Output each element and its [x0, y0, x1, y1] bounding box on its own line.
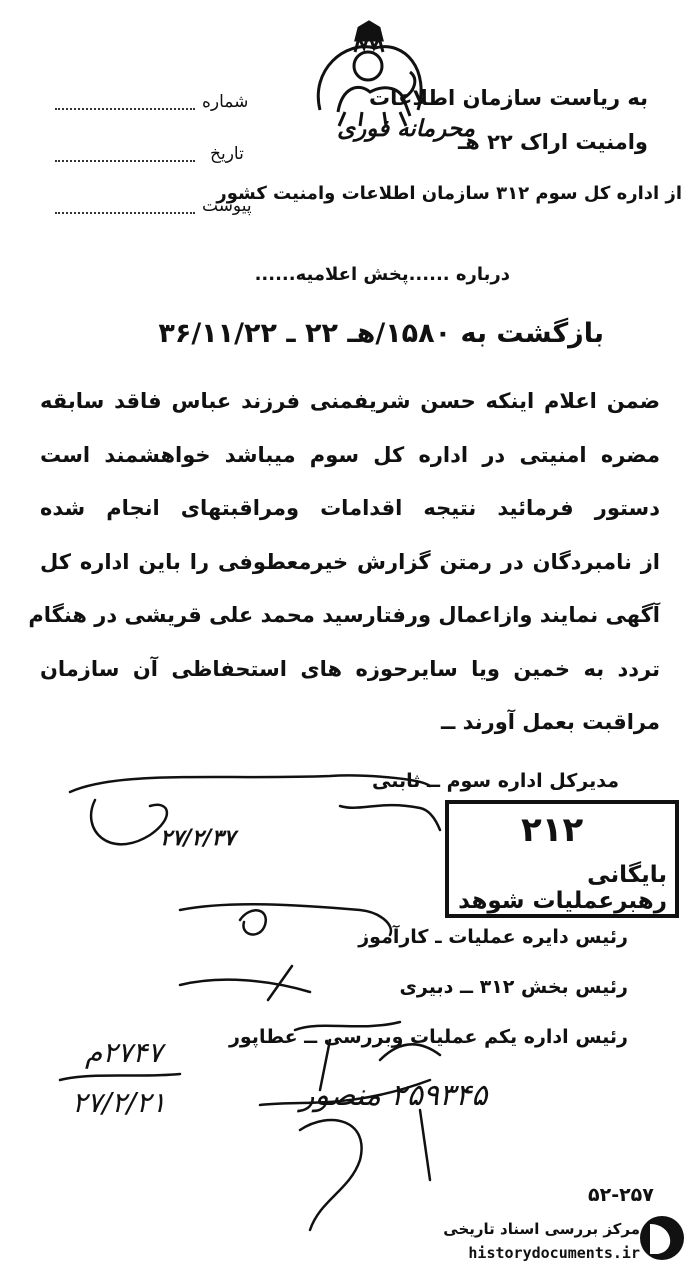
- handwritten-number-a: ۲۷۴۷م: [85, 1036, 163, 1069]
- reference-line: بازگشت به ۱۵۸۰/هـ ۲۲ ـ ۳۶/۱۱/۲۲: [158, 318, 604, 349]
- watermark-site: historydocuments.ir: [468, 1244, 640, 1262]
- body-line: دستور فرمائید نتیجه اقدامات ومراقبتهای انجام شده: [40, 496, 660, 520]
- header-office: وامنیت اراک ۲۲ هـ: [458, 130, 648, 154]
- body-line: آگهی نمایند وازاعمال ورفتارسید محمد علی قریشی در هنگام: [28, 603, 660, 627]
- body-line: مضره امنیتی در اداره کل سوم میباشد خواهشمند است: [40, 442, 660, 467]
- director-title: مدیرکل اداره سوم ــ ثابتی: [372, 770, 619, 792]
- document-code: ۵۲-۲۵۷: [588, 1184, 654, 1206]
- handwritten-classification: محرمانه فوری: [337, 116, 475, 142]
- routing-line-3: رئیس اداره یکم عملیات وبررسی ــ عطاپور: [228, 1026, 628, 1048]
- watermark-name: مرکز بررسی اسناد تاریخی: [443, 1220, 640, 1238]
- handwritten-number-b: ۲۷/۲/۲۱: [72, 1086, 167, 1119]
- header-from: از اداره کل سوم ۳۱۲ سازمان اطلاعات وامنیت کشور: [216, 183, 682, 204]
- number-label: شماره: [202, 92, 249, 112]
- body-line: تردد به خمین ویا سایرحوزه های استحفاظی آن سازمان: [40, 656, 660, 681]
- director-handwritten-date: ۲۷/۲/۳۷: [160, 826, 236, 851]
- stamp-number: ۲۱۲: [521, 810, 584, 850]
- body-line: مراقبت بعمل آورند ــ: [440, 710, 660, 734]
- date-label: تاریخ: [210, 144, 244, 164]
- header-addressee: به ریاست سازمان اطلاعات: [369, 86, 648, 110]
- routing-line-1: رئیس دایره عملیات ـ کارآموز: [358, 926, 628, 948]
- attachment-label: پیوست: [202, 196, 252, 216]
- handwritten-number-center: ۲۵۹۳۴۵ منصور: [300, 1078, 488, 1113]
- body-line: ضمن اعلام اینکه حسن شریفمنی فرزند عباس فاقد سابقه: [40, 389, 660, 413]
- subject-line: درباره ......پخش اعلامیه......: [254, 264, 510, 285]
- body-line: از نامبردگان در رمتن گزارش خیرمعطوفی را باین اداره کل: [40, 549, 660, 574]
- stamp-text: بایگانی رهبرعملیات شوهد: [458, 862, 667, 914]
- routing-line-2: رئیس بخش ۳۱۲ ــ دبیری: [399, 976, 628, 998]
